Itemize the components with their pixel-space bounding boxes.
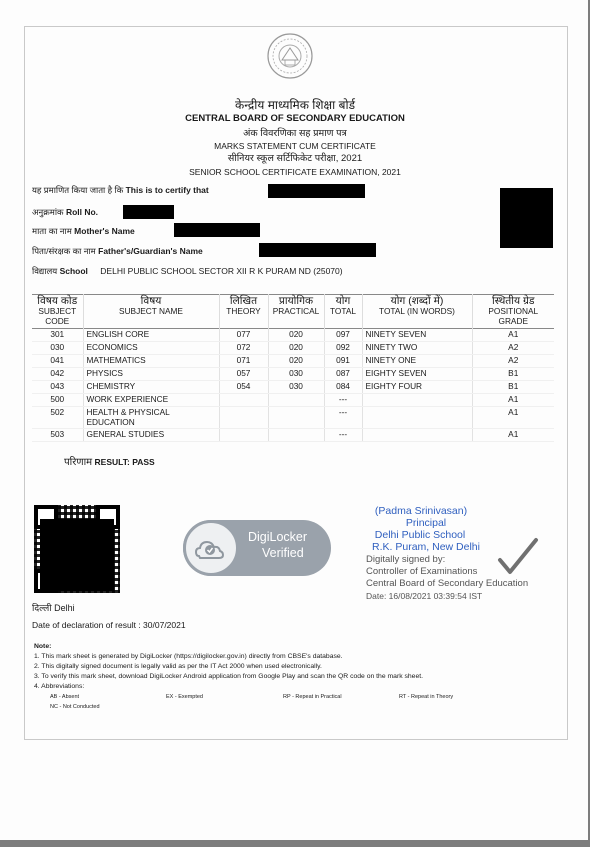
total-in-words	[362, 429, 472, 442]
note-item: 3. To verify this mark sheet, download DigiLocker Android application from Google Play and scan the QR code on the mark sheet.	[34, 673, 424, 680]
declaration-line	[32, 620, 186, 630]
table-row	[32, 342, 554, 355]
header-positional-grade: स्थितीय ग्रेड POSITIONAL GRADE	[472, 295, 554, 329]
subject-name: CHEMISTRY	[83, 381, 219, 394]
subject-code: 041	[32, 355, 83, 368]
total-in-words: NINETY TWO	[362, 342, 472, 355]
practical-marks: 030	[268, 381, 324, 394]
declaration-date: 30/07/2021	[143, 620, 186, 630]
roll-hindi: अनुक्रमांक	[32, 207, 64, 217]
header-practical: प्रायोगिक PRACTICAL	[268, 295, 324, 329]
table-row	[32, 329, 554, 342]
abbr-not-conducted: NC - Not Conducted	[50, 704, 100, 710]
place-english: Delhi	[54, 603, 75, 613]
table-row	[32, 355, 554, 368]
total-marks: ---	[324, 394, 362, 407]
digilocker-title: DigiLocker	[248, 530, 308, 544]
abbr-repeat-practical: RP - Repeat in Practical	[283, 694, 342, 700]
subject-name: ECONOMICS	[83, 342, 219, 355]
digilocker-icon	[183, 520, 239, 576]
signer-controller: Controller of Examinations	[366, 566, 478, 577]
theory-marks	[219, 394, 268, 407]
abbr-repeat-theory: RT - Repeat in Theory	[399, 694, 454, 700]
subject-name: HEALTH & PHYSICAL EDUCATION	[83, 407, 219, 429]
total-marks: ---	[324, 429, 362, 442]
school-value: DELHI PUBLIC SCHOOL SECTOR XII R K PURAM ND (25070)	[100, 266, 343, 276]
header-theory: लिखित THEORY	[219, 295, 268, 329]
practical-marks: 030	[268, 368, 324, 381]
exam-title-hindi: सीनियर स्कूल सर्टिफिकेट परीक्षा, 2021	[227, 153, 363, 164]
header-total: योग TOTAL	[324, 295, 362, 329]
table-row	[32, 368, 554, 381]
total-in-words	[362, 407, 472, 429]
subject-code: 042	[32, 368, 83, 381]
subject-name: PHYSICS	[83, 368, 219, 381]
principal-title: Principal	[405, 517, 447, 529]
theory-marks	[219, 429, 268, 442]
roll-english: Roll No.	[65, 207, 99, 217]
result-line	[64, 454, 155, 468]
table-header-row	[32, 295, 554, 329]
cbse-emblem-icon	[266, 32, 314, 80]
mother-hindi: माता का नाम	[32, 226, 72, 236]
positional-grade: B1	[472, 381, 554, 394]
theory-marks: 054	[219, 381, 268, 394]
total-marks: ---	[324, 407, 362, 429]
digilocker-verified: Verified	[262, 546, 304, 560]
principal-place: R.K. Puram, New Delhi	[372, 541, 480, 553]
place-hindi: दिल्ली	[32, 603, 52, 613]
practical-marks: 020	[268, 355, 324, 368]
notes-title: Note:	[34, 643, 52, 650]
mother-name-redacted	[174, 223, 260, 237]
exam-title: SENIOR SCHOOL CERTIFICATE EXAMINATION, 2021	[189, 167, 401, 177]
father-english: Father's/Guardian's Name	[98, 246, 203, 256]
note-item: 2. This digitally signed document is legally valid as per the IT Act 2000 when used electronically.	[34, 663, 322, 670]
total-in-words	[362, 394, 472, 407]
board-name: CENTRAL BOARD OF SECONDARY EDUCATION	[185, 113, 405, 124]
father-name-redacted	[259, 243, 376, 257]
total-marks: 084	[324, 381, 362, 394]
viewer-bottom-bar	[0, 840, 590, 847]
header-subject-code: विषय कोड SUBJECT CODE	[37, 295, 78, 326]
photo-redacted	[500, 188, 553, 248]
signature-valid-check-icon	[496, 536, 540, 580]
theory-marks: 057	[219, 368, 268, 381]
certify-english: This is to certify that	[125, 185, 209, 195]
positional-grade: A1	[472, 329, 554, 342]
roll-no-label	[32, 207, 98, 218]
place-label	[32, 601, 75, 614]
subject-code: 502	[32, 407, 83, 429]
theory-marks: 072	[219, 342, 268, 355]
note-item: 1. This mark sheet is generated by DigiLocker (https://digilocker.gov.in) directly from CBSE's database.	[34, 653, 343, 660]
total-in-words: EIGHTY SEVEN	[362, 368, 472, 381]
subject-code: 030	[32, 342, 83, 355]
positional-grade: A1	[472, 394, 554, 407]
qr-code[interactable]	[34, 505, 120, 593]
principal-name: (Padma Srinivasan)	[374, 505, 468, 517]
result-value: PASS	[132, 457, 155, 467]
table-row	[32, 381, 554, 394]
school-hindi: विद्यालय	[32, 266, 58, 276]
total-in-words: NINETY SEVEN	[362, 329, 472, 342]
practical-marks: 020	[268, 329, 324, 342]
table-row	[32, 394, 554, 407]
total-in-words: EIGHTY FOUR	[362, 381, 472, 394]
mother-name-label	[32, 226, 135, 237]
school-english: School	[59, 266, 88, 276]
positional-grade: A2	[472, 355, 554, 368]
abbr-exempted: EX - Exempted	[166, 694, 203, 700]
subject-code: 500	[32, 394, 83, 407]
subject-code: 503	[32, 429, 83, 442]
roll-no-redacted	[123, 205, 174, 219]
practical-marks	[268, 407, 324, 429]
table-row	[32, 407, 554, 429]
theory-marks: 071	[219, 355, 268, 368]
practical-marks	[268, 394, 324, 407]
table-row	[32, 429, 554, 442]
total-marks: 091	[324, 355, 362, 368]
qr-redacted	[40, 519, 114, 591]
total-marks: 097	[324, 329, 362, 342]
note-item: 4. Abbreviations:	[34, 683, 85, 690]
school-label	[32, 266, 343, 277]
certify-hindi: यह प्रमाणित किया जाता है कि	[32, 185, 124, 195]
subject-code: 043	[32, 381, 83, 394]
declaration-label: Date of declaration of result :	[32, 620, 141, 630]
digitally-signed-by: Digitally signed by:	[366, 554, 446, 565]
subject-name: GENERAL STUDIES	[83, 429, 219, 442]
positional-grade: A1	[472, 429, 554, 442]
practical-marks	[268, 429, 324, 442]
subject-code: 301	[32, 329, 83, 342]
signer-board: Central Board of Secondary Education	[366, 578, 529, 589]
statement-title: MARKS STATEMENT CUM CERTIFICATE	[214, 141, 376, 151]
marks-table	[32, 294, 554, 442]
total-in-words: NINETY ONE	[362, 355, 472, 368]
header-subject-name: विषय SUBJECT NAME	[83, 295, 219, 329]
father-hindi: पिता/संरक्षक का नाम	[32, 246, 96, 256]
subject-name: ENGLISH CORE	[83, 329, 219, 342]
total-marks: 092	[324, 342, 362, 355]
subject-name: WORK EXPERIENCE	[83, 394, 219, 407]
practical-marks: 020	[268, 342, 324, 355]
father-name-label	[32, 246, 203, 257]
subject-name: MATHEMATICS	[83, 355, 219, 368]
mother-english: Mother's Name	[74, 226, 135, 236]
statement-title-hindi: अंक विवरणिका सह प्रमाण पत्र	[243, 128, 347, 139]
signature-date: Date: 16/08/2021 03:39:54 IST	[366, 591, 483, 601]
positional-grade: A2	[472, 342, 554, 355]
result-label: RESULT:	[94, 457, 130, 467]
student-name-redacted	[268, 184, 365, 198]
header-total-words: योग (शब्दों में) TOTAL (IN WORDS)	[362, 295, 472, 329]
certify-label	[32, 185, 209, 196]
principal-school: Delhi Public School	[374, 529, 466, 541]
result-label-hindi: परिणाम	[64, 457, 93, 468]
positional-grade: B1	[472, 368, 554, 381]
abbr-absent: AB - Absent	[50, 694, 80, 700]
board-name-hindi: केन्द्रीय माध्यमिक शिक्षा बोर्ड	[235, 98, 355, 112]
theory-marks: 077	[219, 329, 268, 342]
theory-marks	[219, 407, 268, 429]
positional-grade: A1	[472, 407, 554, 429]
total-marks: 087	[324, 368, 362, 381]
